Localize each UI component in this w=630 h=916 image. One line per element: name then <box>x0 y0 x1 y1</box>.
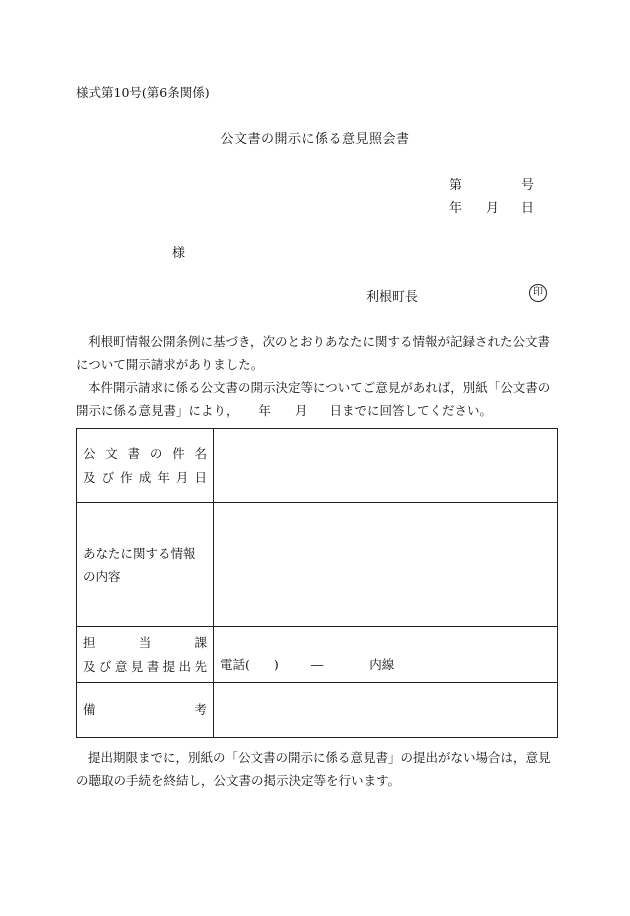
table-row <box>77 683 558 738</box>
label-line <box>83 631 207 655</box>
number-go: 号 <box>521 178 535 193</box>
label-char: 出 <box>178 658 192 674</box>
sender-name: 利根町長 <box>366 290 419 305</box>
phone-line <box>214 636 557 674</box>
related-info-label <box>77 503 214 627</box>
label-line: の内容 <box>83 568 121 584</box>
remarks-field[interactable] <box>214 683 558 738</box>
label-char: 日 <box>194 469 207 485</box>
label-line <box>83 442 207 466</box>
label-char: 及 <box>83 658 96 674</box>
label-char: 書 <box>146 658 160 674</box>
paragraph-2-year: 年 <box>258 403 272 418</box>
label-char: 備 <box>83 702 96 717</box>
seal-mark: 印 <box>529 284 547 302</box>
document-name-label <box>77 429 214 503</box>
label-char: び <box>101 469 115 485</box>
label-line <box>83 655 207 679</box>
label-line: あなたに関する情報 <box>83 545 196 561</box>
table-row <box>77 429 558 503</box>
document-title: 公文書の開示に係る意見照会書 <box>220 132 410 147</box>
phone-dash: ― <box>310 656 324 672</box>
paragraph-2-month: 月 <box>295 403 308 418</box>
label-char: 考 <box>194 702 207 717</box>
label-char: の <box>149 445 163 461</box>
label-char: び <box>98 658 112 674</box>
label-char: 文 <box>105 445 118 461</box>
number-dai: 第 <box>449 178 463 193</box>
label-char: 先 <box>194 658 207 674</box>
recipient-honorific: 様 <box>172 246 186 261</box>
label-char: 月 <box>175 469 189 485</box>
label-char: 作 <box>120 469 133 485</box>
footer-text: 提出期限までに，別紙の「公文書の開示に係る意見書」の提出がない場合は，意見の聴取の手続を終結し，公文書の掲示決定等を行います。 <box>76 750 551 788</box>
label-char: 成 <box>138 469 152 485</box>
phone-paren-close: ) <box>273 656 279 672</box>
department-field[interactable] <box>214 627 558 683</box>
label-char: 担 <box>83 634 96 650</box>
paragraph-2-deadline: 日までに回答してください。 <box>329 403 493 418</box>
date-month: 月 <box>486 201 500 216</box>
body-paragraph-1 <box>76 330 560 376</box>
document-name-field[interactable] <box>214 429 558 503</box>
label-char: 書 <box>127 445 141 461</box>
table-row <box>77 627 558 683</box>
paragraph-1-text: 利根町情報公開条例に基づき，次のとおりあなたに関する情報が記録された公文書について開示請求がありました。 <box>76 334 551 372</box>
remarks-label <box>77 683 214 738</box>
form-number: 様式第10号(第6条関係) <box>76 85 210 100</box>
label-char: 年 <box>157 469 170 485</box>
label-char: 当 <box>138 634 152 650</box>
label-char: 件 <box>172 445 185 461</box>
label-char: 見 <box>130 658 144 674</box>
date-year: 年 <box>449 201 463 216</box>
footer-note <box>76 746 560 792</box>
label-char: 公 <box>83 445 96 461</box>
inquiry-table <box>76 428 558 738</box>
label-line <box>83 466 207 490</box>
label-char: 及 <box>83 469 96 485</box>
date-day: 日 <box>521 201 535 216</box>
paragraph-2-text: 本件開示請求に係る公文書の開示決定等についてご意見があれば，別紙「公文書の開示に係る意見書」により， <box>76 380 551 418</box>
label-char: 意 <box>114 658 128 674</box>
department-label <box>77 627 214 683</box>
body-paragraph-2 <box>76 376 560 422</box>
label-char: 提 <box>162 658 176 674</box>
label-line <box>83 698 207 722</box>
label-char: 課 <box>194 634 207 650</box>
related-info-field[interactable] <box>214 503 558 627</box>
phone-label: 電話( <box>220 656 250 672</box>
extension-label: 内線 <box>369 656 395 672</box>
label-char: 名 <box>194 445 207 461</box>
table-row <box>77 503 558 627</box>
